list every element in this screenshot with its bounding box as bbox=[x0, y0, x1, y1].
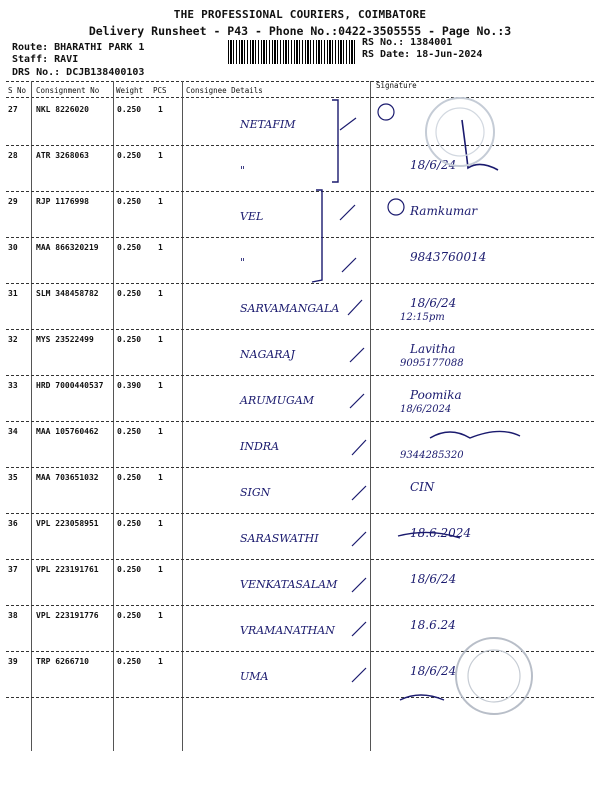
row-pcs: 1 bbox=[158, 105, 163, 114]
row-signature-note: 12:15pm bbox=[400, 312, 445, 323]
row-consignment-no: VPL 223191776 bbox=[36, 611, 99, 620]
drs-number: DRS No.: DCJB138400103 bbox=[12, 67, 145, 78]
column-header-pcs: PCS bbox=[153, 86, 167, 95]
row-signature-note: 9095177088 bbox=[400, 358, 464, 369]
row-pcs: 1 bbox=[158, 611, 163, 620]
row-divider bbox=[6, 651, 594, 652]
row-sno: 30 bbox=[8, 243, 18, 252]
row-sno: 37 bbox=[8, 565, 18, 574]
column-header-consignment: Consignment No bbox=[36, 86, 100, 95]
row-consignee-name: SIGN bbox=[240, 486, 271, 499]
column-header-sno: S No bbox=[8, 86, 27, 95]
row-sno: 27 bbox=[8, 105, 18, 114]
row-consignment-no: VPL 223191761 bbox=[36, 565, 99, 574]
row-divider bbox=[6, 375, 594, 376]
row-consignee-name: UMA bbox=[240, 670, 269, 683]
row-divider bbox=[6, 145, 594, 146]
row-consignment-no: RJP 1176998 bbox=[36, 197, 89, 206]
staff-label: Staff: RAVI bbox=[12, 54, 79, 65]
row-divider bbox=[6, 467, 594, 468]
row-pcs: 1 bbox=[158, 335, 163, 344]
row-signature: Ramkumar bbox=[410, 204, 478, 218]
row-weight: 0.250 bbox=[117, 427, 142, 436]
row-weight: 0.250 bbox=[117, 105, 142, 114]
row-consignment-no: MAA 105760462 bbox=[36, 427, 99, 436]
row-consignee-name: NAGARAJ bbox=[240, 348, 295, 361]
row-weight: 0.250 bbox=[117, 151, 142, 160]
row-divider bbox=[6, 237, 594, 238]
row-pcs: 1 bbox=[158, 289, 163, 298]
row-sno: 33 bbox=[8, 381, 18, 390]
row-consignee-name: SARVAMANGALA bbox=[240, 302, 340, 315]
row-sno: 31 bbox=[8, 289, 18, 298]
row-consignment-no: ATR 3268063 bbox=[36, 151, 89, 160]
row-signature: 9843760014 bbox=[410, 250, 487, 264]
row-sno: 39 bbox=[8, 657, 18, 666]
row-sno: 36 bbox=[8, 519, 18, 528]
row-divider bbox=[6, 191, 594, 192]
row-pcs: 1 bbox=[158, 151, 163, 160]
row-pcs: 1 bbox=[158, 243, 163, 252]
row-consignment-no: NKL 8226020 bbox=[36, 105, 89, 114]
row-signature-note: 9344285320 bbox=[400, 450, 464, 461]
row-consignment-no: SLM 348458782 bbox=[36, 289, 99, 298]
row-signature: 18.6.2024 bbox=[410, 526, 472, 540]
row-consignment-no: MAA 703651032 bbox=[36, 473, 99, 482]
row-signature: 18/6/24 bbox=[410, 158, 457, 172]
row-weight: 0.250 bbox=[117, 197, 142, 206]
row-pcs: 1 bbox=[158, 519, 163, 528]
row-divider bbox=[6, 697, 594, 698]
row-pcs: 1 bbox=[158, 427, 163, 436]
row-consignee-name: INDRA bbox=[240, 440, 280, 453]
row-consignee-name: SARASWATHI bbox=[240, 532, 319, 545]
page-title: THE PROFESSIONAL COURIERS, COIMBATORE bbox=[173, 8, 427, 21]
row-signature: 18/6/24 bbox=[410, 664, 457, 678]
row-sno: 35 bbox=[8, 473, 18, 482]
header-bottom-rule bbox=[6, 97, 594, 98]
row-pcs: 1 bbox=[158, 197, 163, 206]
row-consignee-name: " bbox=[240, 164, 246, 177]
row-weight: 0.250 bbox=[117, 473, 142, 482]
row-consignment-no: MAA 866320219 bbox=[36, 243, 99, 252]
row-weight: 0.250 bbox=[117, 565, 142, 574]
row-weight: 0.250 bbox=[117, 243, 142, 252]
row-sno: 28 bbox=[8, 151, 18, 160]
row-signature: 18.6.24 bbox=[410, 618, 456, 632]
barcode bbox=[228, 40, 356, 64]
row-sno: 29 bbox=[8, 197, 18, 206]
row-divider bbox=[6, 513, 594, 514]
row-divider bbox=[6, 421, 594, 422]
row-signature: 18/6/24 bbox=[410, 572, 457, 586]
row-pcs: 1 bbox=[158, 473, 163, 482]
row-pcs: 1 bbox=[158, 657, 163, 666]
rs-date: RS Date: 18-Jun-2024 bbox=[362, 49, 483, 60]
header-top-rule bbox=[6, 81, 594, 82]
row-divider bbox=[6, 283, 594, 284]
row-sno: 32 bbox=[8, 335, 18, 344]
row-signature-note: 18/6/2024 bbox=[400, 404, 452, 415]
row-consignment-no: HRD 7000440537 bbox=[36, 381, 104, 390]
row-divider bbox=[6, 605, 594, 606]
row-weight: 0.250 bbox=[117, 657, 142, 666]
row-consignment-no: VPL 223058951 bbox=[36, 519, 99, 528]
column-header-weight: Weight bbox=[116, 86, 144, 95]
row-weight: 0.250 bbox=[117, 335, 142, 344]
row-weight: 0.250 bbox=[117, 289, 142, 298]
row-signature: CIN bbox=[410, 480, 435, 494]
row-weight: 0.250 bbox=[117, 611, 142, 620]
row-pcs: 1 bbox=[158, 381, 163, 390]
row-weight: 0.250 bbox=[117, 519, 142, 528]
row-consignee-name: VENKATASALAM bbox=[240, 578, 338, 591]
row-divider bbox=[6, 329, 594, 330]
runsheet-subtitle: Delivery Runsheet - P43 - Phone No.:0422-3505555 - Page No.:3 bbox=[88, 24, 512, 38]
row-consignee-name: VRAMANATHAN bbox=[240, 624, 335, 637]
route-label: Route: BHARATHI PARK 1 bbox=[12, 42, 145, 53]
row-sno: 34 bbox=[8, 427, 18, 436]
row-consignee-name: VEL bbox=[240, 210, 264, 223]
row-signature: Poomika bbox=[410, 388, 462, 402]
row-consignee-name: " bbox=[240, 256, 246, 269]
column-header-consignee: Consignee Details bbox=[186, 86, 263, 95]
row-consignment-no: MYS 23522499 bbox=[36, 335, 94, 344]
row-consignee-name: NETAFIM bbox=[240, 118, 296, 131]
row-signature: 18/6/24 bbox=[410, 296, 457, 310]
row-sno: 38 bbox=[8, 611, 18, 620]
row-signature: Lavitha bbox=[410, 342, 456, 356]
column-header-signature: Signature bbox=[376, 81, 417, 90]
rs-number: RS No.: 1384001 bbox=[362, 37, 453, 48]
row-consignee-name: ARUMUGAM bbox=[240, 394, 315, 407]
row-divider bbox=[6, 559, 594, 560]
row-pcs: 1 bbox=[158, 565, 163, 574]
row-consignment-no: TRP 6266710 bbox=[36, 657, 89, 666]
row-weight: 0.390 bbox=[117, 381, 142, 390]
